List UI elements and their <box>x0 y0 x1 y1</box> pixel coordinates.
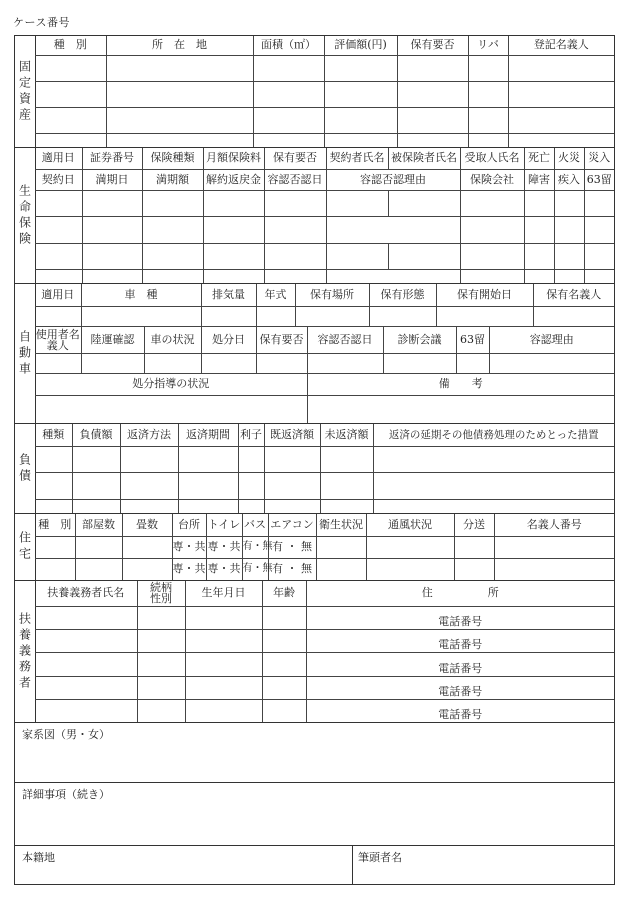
domicile-label: 本籍地 <box>22 851 55 864</box>
toilet-choice[interactable]: 専・共 <box>206 536 242 558</box>
case-number-label: ケース番号 <box>13 16 70 29</box>
table-row[interactable] <box>35 134 614 147</box>
header-cell: 生年月日 <box>185 581 262 606</box>
header-cell: 使用者名義人 <box>35 327 80 352</box>
header-cell: 種 別 <box>35 36 106 55</box>
header-cell: 畳数 <box>122 514 172 536</box>
header-cell: 保有要否 <box>256 326 307 353</box>
header-cell: 証券番号 <box>82 148 142 169</box>
header-cell: 適用日 <box>35 148 82 169</box>
table-row <box>35 326 614 353</box>
disposal-guidance-header: 処分指導の状況 <box>35 373 307 395</box>
header-cell: 名義人番号 <box>494 514 614 536</box>
details-label: 詳細事項（続き） <box>22 788 110 801</box>
header-cell: 死亡 <box>524 148 554 169</box>
table-row <box>35 514 614 536</box>
phone-number-label: 電話番号 <box>306 653 614 676</box>
header-cell: トイレ <box>206 514 242 536</box>
housing-table <box>35 514 614 580</box>
table-row <box>35 581 614 606</box>
details-area[interactable] <box>15 783 614 846</box>
fixed-assets-side-label: 固定資産 <box>15 36 36 147</box>
header-cell: 容認否認理由 <box>326 169 460 190</box>
header-cell: 評価額(円) <box>324 36 397 55</box>
header-cell: 障害 <box>524 169 554 190</box>
header-cell: 処分日 <box>201 326 256 353</box>
header-cell: 満期日 <box>82 169 142 190</box>
automobile-side-label: 自動車 <box>15 284 36 423</box>
table-row[interactable] <box>35 353 614 373</box>
automobile-table <box>35 284 614 423</box>
header-cell: 火災 <box>554 148 584 169</box>
header-cell: 容認否認日 <box>307 326 383 353</box>
header-cell: 契約者氏名 <box>326 148 388 169</box>
family-tree-label: 家系図（男・女） <box>22 728 110 741</box>
header-cell: バス <box>242 514 268 536</box>
header-cell: 年齢 <box>262 581 306 606</box>
aircon-choice[interactable]: 有 ・ 無 <box>268 558 316 580</box>
table-row[interactable] <box>35 676 614 699</box>
header-cell: 保有要否 <box>397 36 468 55</box>
header-cell: 保有形態 <box>369 284 436 306</box>
header-cell: 保険種類 <box>142 148 203 169</box>
header-cell: 衛生状況 <box>316 514 366 536</box>
table-row[interactable] <box>35 500 614 513</box>
kitchen-choice[interactable]: 専・共 <box>172 536 206 558</box>
remarks-header: 備 考 <box>307 373 614 395</box>
header-cell: 適用日 <box>35 284 81 306</box>
table-row[interactable] <box>35 55 614 81</box>
header-cell: 保有要否 <box>264 148 326 169</box>
header-cell: 災入 <box>584 148 614 169</box>
table-row[interactable] <box>35 473 614 500</box>
header-cell: 分送 <box>454 514 494 536</box>
domicile-area[interactable] <box>15 846 614 884</box>
header-cell: 負債額 <box>72 424 120 446</box>
table-row <box>35 148 614 169</box>
life-insurance-section <box>15 148 614 284</box>
header-cell: 返済方法 <box>120 424 178 446</box>
table-row[interactable] <box>35 190 614 217</box>
header-cell: 受取人氏名 <box>460 148 524 169</box>
header-cell: 種 別 <box>35 514 75 536</box>
housing-section <box>15 514 614 581</box>
table-row[interactable] <box>35 217 614 244</box>
fixed-assets-table <box>35 36 614 147</box>
debts-side-label: 負債 <box>15 424 36 513</box>
phone-number-label: 電話番号 <box>306 629 614 652</box>
header-cell: 返済期間 <box>178 424 238 446</box>
table-row[interactable] <box>35 81 614 107</box>
table-row[interactable] <box>35 306 614 326</box>
table-row <box>35 284 614 306</box>
table-row[interactable] <box>35 536 614 558</box>
table-row[interactable] <box>35 606 614 629</box>
phone-number-label: 電話番号 <box>306 606 614 629</box>
header-cell: 既返済額 <box>264 424 320 446</box>
table-row[interactable] <box>35 243 614 270</box>
household-head-label: 筆頭者名 <box>358 851 402 864</box>
life-insurance-side-label: 生命保険 <box>15 148 36 283</box>
header-cell: 利子 <box>238 424 264 446</box>
header-cell: 台所 <box>172 514 206 536</box>
header-cell: 解約返戻金 <box>203 169 264 190</box>
table-row <box>35 373 614 395</box>
header-cell: 面積（㎡） <box>253 36 324 55</box>
dependents-section <box>15 581 614 723</box>
header-cell: 陸運確認 <box>81 326 144 353</box>
bath-choice[interactable]: 有・無 <box>242 558 268 580</box>
header-cell: リバ <box>468 36 508 55</box>
header-cell: 診断会議 <box>383 326 456 353</box>
header-cell: 保有場所 <box>295 284 369 306</box>
header-cell: 保険会社 <box>460 169 524 190</box>
header-cell: 未返済額 <box>320 424 373 446</box>
header-cell: 所 在 地 <box>106 36 253 55</box>
table-row[interactable] <box>35 108 614 134</box>
kitchen-choice[interactable]: 専・共 <box>172 558 206 580</box>
header-cell: 63留 <box>584 169 614 190</box>
header-cell: 保有開始日 <box>436 284 533 306</box>
phone-number-label: 電話番号 <box>306 699 614 722</box>
header-cell: 車の状況 <box>144 326 201 353</box>
table-row[interactable] <box>35 629 614 652</box>
table-row <box>35 424 614 446</box>
table-row <box>35 169 614 190</box>
table-row <box>35 36 614 55</box>
header-cell: 登記名義人 <box>508 36 614 55</box>
header-cell: 排気量 <box>201 284 256 306</box>
divider <box>352 846 353 884</box>
header-cell: 満期額 <box>142 169 203 190</box>
family-tree-area[interactable] <box>15 723 614 783</box>
header-cell: 被保険者氏名 <box>388 148 460 169</box>
header-cell: エアコン <box>268 514 316 536</box>
header-cell: 容認理由 <box>489 326 614 353</box>
header-cell: 扶養義務者氏名 <box>35 581 137 606</box>
table-row[interactable] <box>35 558 614 580</box>
header-cell: 契約日 <box>35 169 82 190</box>
table-row[interactable] <box>35 270 614 283</box>
housing-side-label: 住宅 <box>15 514 36 580</box>
header-cell: 年式 <box>256 284 295 306</box>
header-cell: 容認否認日 <box>264 169 326 190</box>
dependents-table <box>35 581 614 722</box>
header-cell: 車 種 <box>81 284 201 306</box>
table-row[interactable] <box>35 395 614 423</box>
header-cell: 保有名義人 <box>533 284 614 306</box>
header-cell: 返済の延期その他債務処理のためとった措置 <box>373 424 614 446</box>
header-cell: 続柄性別 <box>137 581 185 606</box>
table-row[interactable] <box>35 699 614 722</box>
toilet-choice[interactable]: 専・共 <box>206 558 242 580</box>
header-cell: 63留 <box>456 326 489 353</box>
header-cell: 通風状況 <box>366 514 454 536</box>
debts-table <box>35 424 614 513</box>
bath-choice[interactable]: 有・無 <box>242 536 268 558</box>
header-cell: 住 所 <box>306 581 614 606</box>
dependents-side-label: 扶養義務者 <box>15 581 36 722</box>
automobile-section <box>15 284 614 424</box>
phone-number-label: 電話番号 <box>306 676 614 699</box>
table-row[interactable] <box>35 653 614 676</box>
header-cell: 月額保険料 <box>203 148 264 169</box>
aircon-choice[interactable]: 有 ・ 無 <box>268 536 316 558</box>
fixed-assets-section <box>15 36 614 148</box>
debts-section <box>15 424 614 514</box>
header-cell: 疾入 <box>554 169 584 190</box>
case-form <box>14 35 615 885</box>
header-cell: 部屋数 <box>75 514 122 536</box>
table-row[interactable] <box>35 446 614 473</box>
header-cell: 種類 <box>35 424 72 446</box>
life-insurance-table <box>35 148 614 283</box>
